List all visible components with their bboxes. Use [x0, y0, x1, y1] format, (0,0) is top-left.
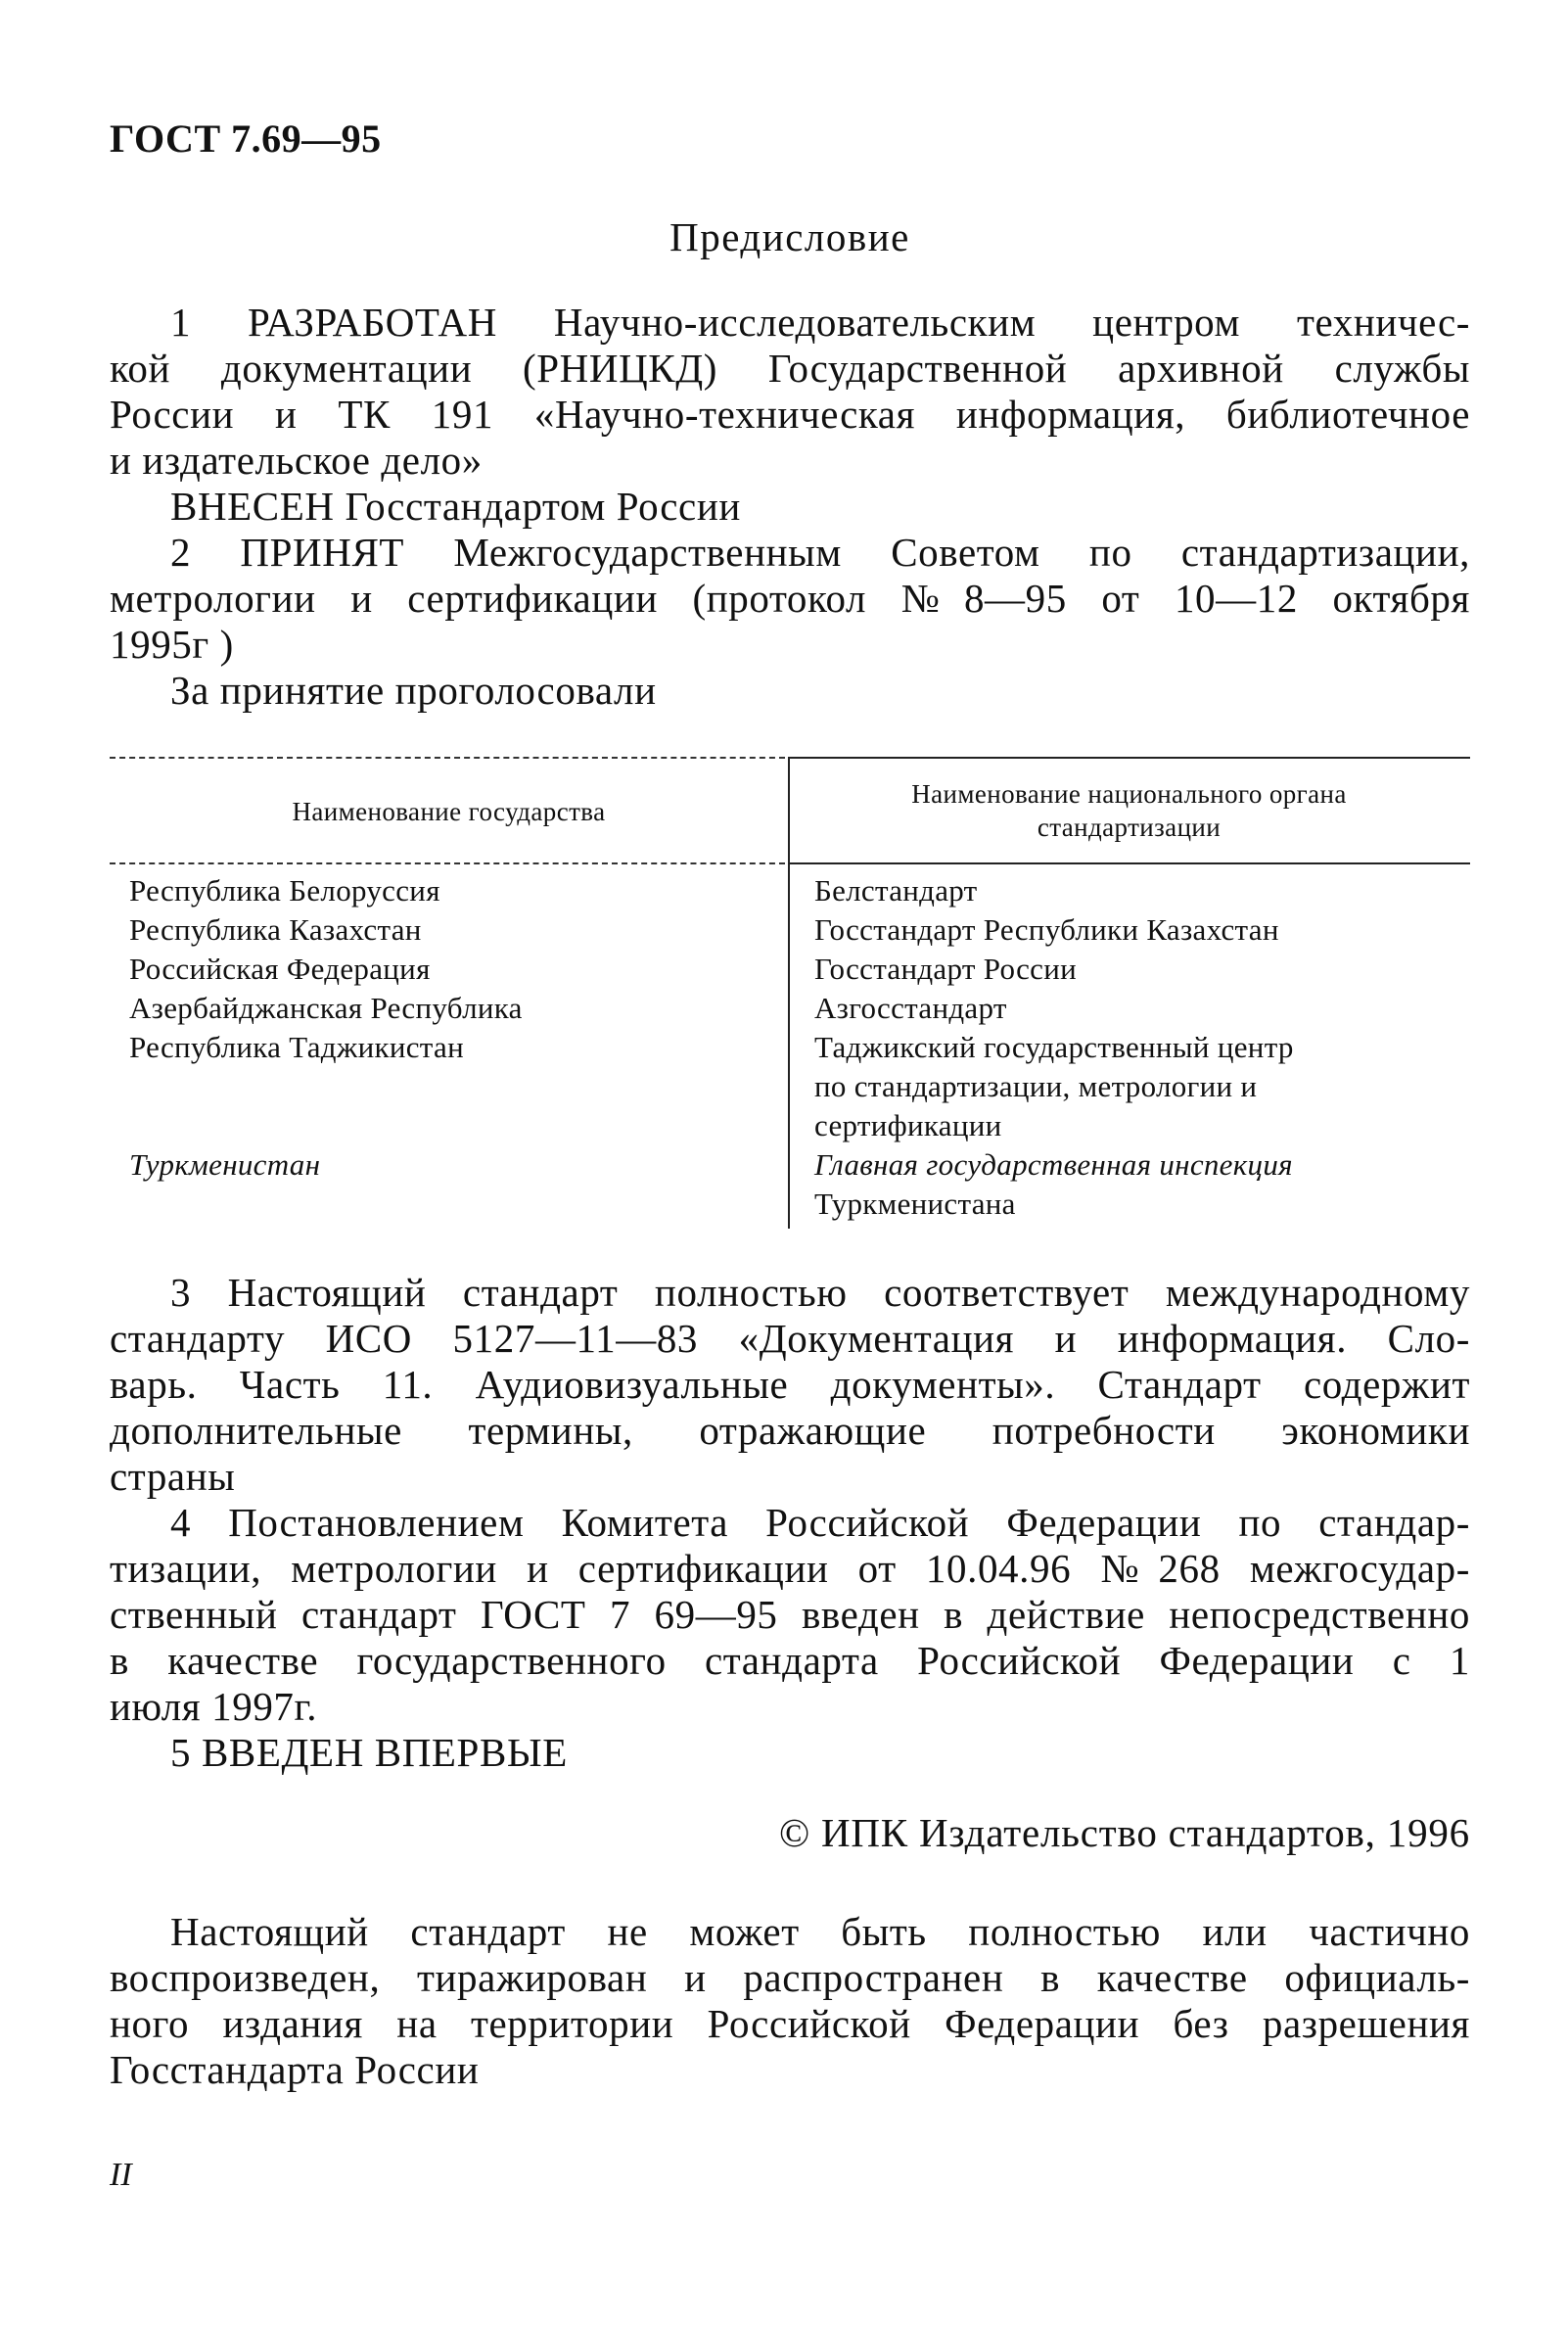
page-number: II [110, 2157, 132, 2193]
paragraph-developed: 1 РАЗРАБОТАН Научно-исследовательским центром техничес- кой документации (РНИЦКД) Государственной архивной службы России и ТК 191 «Научно-техническая информация, библиотечное и издательское дело» ВНЕСЕН Госстандартом России [110, 300, 1470, 529]
table-cell-body: Госстандарт Республики Казахстан [814, 912, 1279, 947]
table-cell-state: Республика Таджикистан [129, 1030, 464, 1064]
table-cell-state: Российская Федерация [129, 952, 431, 986]
table-cell-body: Госстандарт России [814, 952, 1078, 986]
table-cell-body: Таджикский государственный центр по стандартизации, метрологии и сертификации [814, 1030, 1294, 1142]
table-cell-body: Белстандарт [814, 873, 978, 908]
paragraph-first-introduced: 5 ВВЕДЕН ВПЕРВЫЕ [170, 1730, 568, 1775]
paragraph-conformity: 3 Настоящий стандарт полностью соответствует международному стандарту ИСО 5127—11—83 «Документация и информация. Сло- варь. Часть 11. Аудиовизуальные документы». Стандарт содержит дополнительные термины, отражающие потребности экономики страны [110, 1270, 1470, 1499]
table-cell-state: Азербайджанская Республика [129, 991, 523, 1025]
table-cell-state: Туркменистан [129, 1147, 321, 1182]
document-page [110, 0, 1470, 2328]
voted-label: За принятие проголосовали [170, 668, 657, 713]
column-header-state: Наименование государства [292, 797, 606, 826]
reproduction-notice: Настоящий стандарт не может быть полностью или частично воспроизведен, тиражирован и распространен в качестве официаль- ного издания на территории Российской Федерации без разрешения Госстандарта России [110, 1909, 1470, 2092]
copyright-notice: © ИПК Издательство стандартов, 1996 [778, 1810, 1470, 1855]
paragraph-decree: 4 Постановлением Комитета Российской Федерации по стандар- тизации, метрологии и сертификации от 10.04.96 №268 межгосудар- ственный стандарт ГОСТ 7 69—95 введен в действие непосредственно в качестве государственного стандарта Российской Федерации с 1 июля 1997г. [110, 1500, 1470, 1729]
table-cell-body: Главная государственная инспекция Туркменистана [814, 1147, 1293, 1221]
paragraph-adopted: 2 ПРИНЯТ Межгосударственным Советом по стандартизации, метрологии и сертификации (протокол №8—95 от 10—12 октября 1995г ) За принятие проголосовали [110, 530, 1470, 713]
standard-code-header: ГОСТ 7.69—95 [110, 116, 382, 161]
column-header-body: Наименование национального органа стандартизации [911, 779, 1347, 842]
table-cell-state: Республика Белоруссия [129, 873, 440, 908]
table-cell-body: Азгосстандарт [814, 991, 1007, 1025]
introduced-by: ВНЕСЕН Госстандартом России [170, 484, 741, 529]
preface-title: Предисловие [669, 214, 910, 259]
table-cell-state: Республика Казахстан [129, 912, 422, 947]
